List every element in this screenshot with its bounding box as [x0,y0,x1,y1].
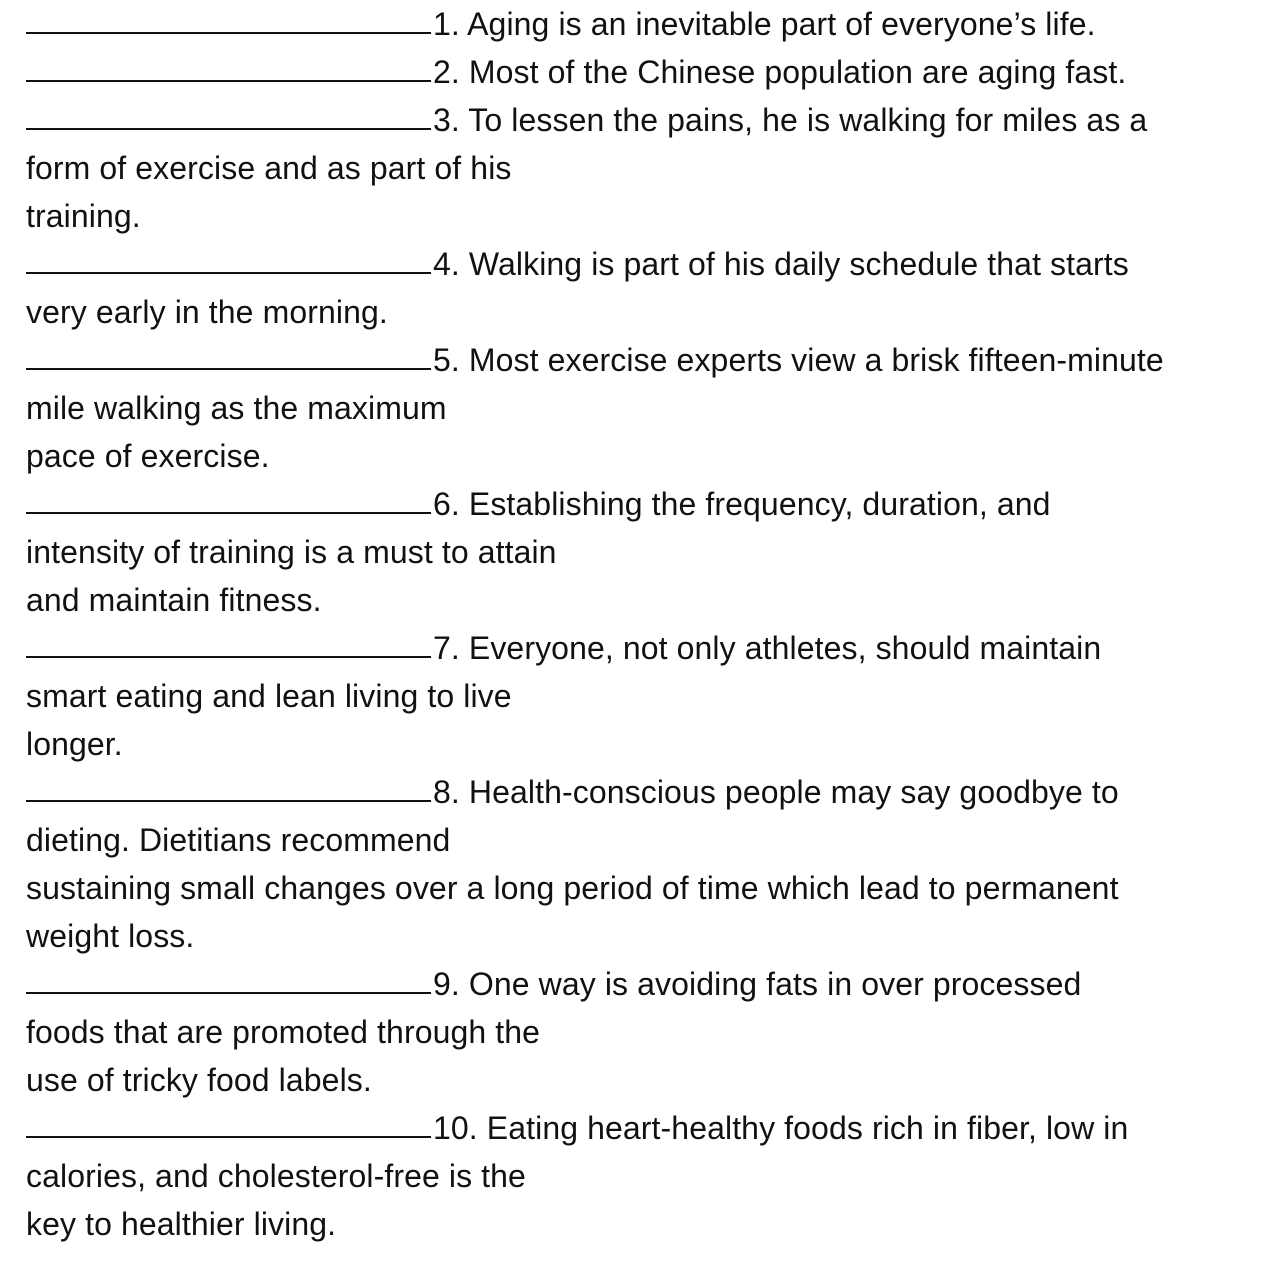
answer-blank[interactable] [26,768,431,802]
question-line [26,0,1277,48]
answer-blank[interactable] [26,48,431,82]
question-continuation: intensity of training is a must to attain [26,534,557,570]
question-item [26,624,1277,768]
question-line [26,240,1277,288]
question-item [26,96,1277,240]
question-continuation: dieting. Dietitians recommend [26,822,451,858]
question-continuation: pace of exercise. [26,438,270,474]
question-text: 8. Health-conscious people may say goodbye to [433,774,1119,810]
question-continuation: longer. [26,726,123,762]
question-line [26,48,1277,96]
question-continuation: calories, and cholesterol-free is the [26,1158,526,1194]
question-line [26,96,1277,144]
question-item [26,480,1277,624]
question-item [26,1104,1277,1248]
question-item [26,0,1277,48]
question-continuation: and maintain fitness. [26,582,322,618]
answer-blank[interactable] [26,1104,431,1138]
question-item [26,48,1277,96]
question-continuation: use of tricky food labels. [26,1062,372,1098]
question-text: 2. Most of the Chinese population are aging fast. [433,54,1127,90]
question-line [26,768,1277,816]
question-text: 9. One way is avoiding fats in over processed [433,966,1082,1002]
question-item [26,960,1277,1104]
question-continuation: form of exercise and as part of his [26,150,512,186]
question-text: 1. Aging is an inevitable part of everyone’s life. [433,6,1096,42]
question-line [26,480,1277,528]
question-continuation: mile walking as the maximum [26,390,447,426]
question-text: 10. Eating heart-healthy foods rich in fiber, low in [433,1110,1129,1146]
question-line [26,624,1277,672]
question-item [26,336,1277,480]
question-text: 5. Most exercise experts view a brisk fifteen-minute [433,342,1164,378]
question-continuation: key to healthier living. [26,1206,337,1242]
question-continuation: weight loss. [26,918,195,954]
question-continuation: very early in the morning. [26,294,388,330]
answer-blank[interactable] [26,96,431,130]
question-line [26,960,1277,1008]
question-continuation: smart eating and lean living to live [26,678,512,714]
question-list [26,0,1277,1248]
question-text: 3. To lessen the pains, he is walking for miles as a [433,102,1148,138]
question-item [26,768,1277,960]
question-text: 7. Everyone, not only athletes, should maintain [433,630,1102,666]
answer-blank[interactable] [26,336,431,370]
question-continuation: foods that are promoted through the [26,1014,541,1050]
question-continuation: training. [26,198,141,234]
answer-blank[interactable] [26,0,431,34]
answer-blank[interactable] [26,240,431,274]
question-item [26,240,1277,336]
question-text: 6. Establishing the frequency, duration, and [433,486,1051,522]
answer-blank[interactable] [26,624,431,658]
question-continuation: sustaining small changes over a long period of time which lead to permanent [26,870,1119,906]
answer-blank[interactable] [26,960,431,994]
question-line [26,336,1277,384]
question-text: 4. Walking is part of his daily schedule that starts [433,246,1129,282]
answer-blank[interactable] [26,480,431,514]
question-line [26,1104,1277,1152]
